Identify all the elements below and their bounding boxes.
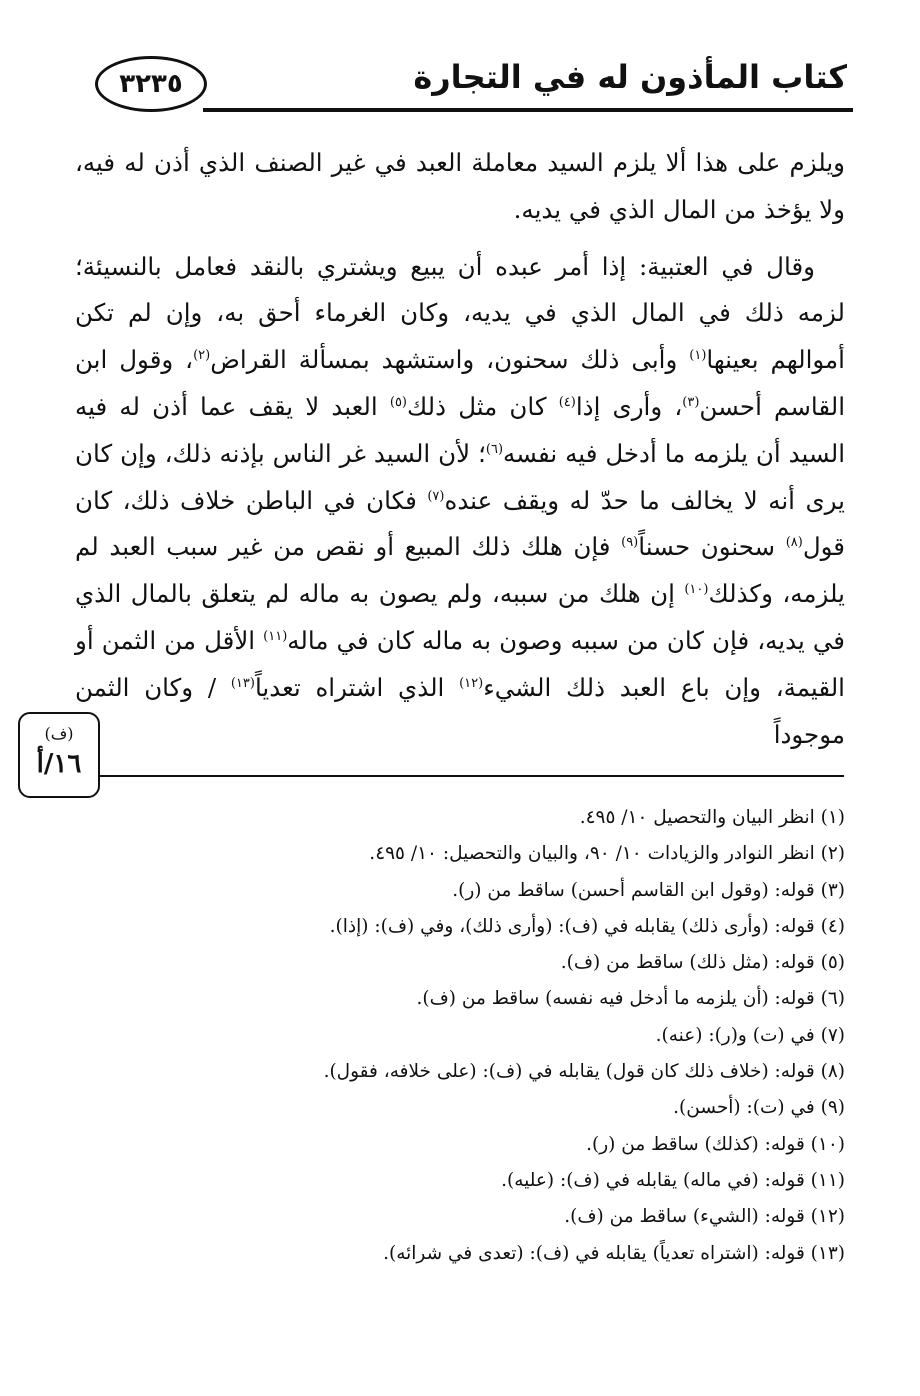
- footnote-ref-7: (٧): [427, 488, 445, 504]
- footnote-ref-1: (١): [689, 348, 707, 364]
- footnote: (١٢) قوله: (الشيء) ساقط من (ف).: [564, 1206, 845, 1228]
- footnote-ref-5: (٥): [389, 394, 407, 410]
- manuscript-folio-marker: [18, 712, 100, 798]
- text-segment: ، وقول ابن القاسم أحسن: [75, 345, 846, 421]
- paragraph-2: [75, 244, 845, 759]
- text-segment: العبد لا يقف عما أذن له فيه السيد أن يلزمه ما أدخل فيه نفسه: [75, 391, 846, 468]
- text-segment: وقال في العتبية: إذا أمر عبده أن يبيع ويشتري بالنقد فعامل بالنسيئة؛ لزمه ذلك في المال الذي في يديه، وكان الغرماء أحق به، وإن لم تكن أموالهم بعينها: [75, 251, 845, 375]
- text-segment: سحنون حسناً: [638, 532, 786, 562]
- footnote: (٣) قوله: (وقول ابن القاسم أحسن) ساقط من (ر).: [452, 879, 845, 901]
- footnote-ref-8: (٨): [785, 535, 803, 551]
- header-rule: [203, 108, 853, 112]
- footnote-ref-4: (٤): [558, 394, 576, 410]
- footnote-ref-13: (١٣): [230, 675, 255, 691]
- text-segment: ، وأرى إذا: [575, 391, 683, 421]
- footnote: (٥) قوله: (مثل ذلك) ساقط من (ف).: [560, 952, 845, 974]
- footnote: (١٠) قوله: (كذلك) ساقط من (ر).: [586, 1133, 845, 1155]
- text-segment: إن هلك من سببه، ولم يصون به ماله لم يتعلق بالمال الذي في يديه، فإن كان من سببه وصون به ماله كان في ماله: [75, 579, 845, 655]
- folio-number: ١٦/أ: [36, 749, 82, 779]
- text-segment: / وكان الثمن موجوداً: [75, 672, 845, 749]
- text-segment: الأقل من الثمن أو القيمة، وإن باع العبد ذلك الشيء: [75, 625, 845, 702]
- text-segment: الذي اشتراه تعدياً: [254, 672, 460, 702]
- book-title: كتاب المأذون له في التجارة: [413, 58, 847, 96]
- text-segment: كان مثل ذلك: [407, 391, 559, 421]
- manuscript-siglum: (ف): [44, 724, 74, 743]
- footnote-ref-12: (١٢): [459, 675, 484, 691]
- page-header: [95, 48, 855, 138]
- footnote-ref-2: (٢): [193, 348, 211, 364]
- footnote: (٦) قوله: (أن يلزمه ما أدخل فيه نفسه) ساقط من (ف).: [416, 988, 845, 1010]
- footnote: (٩) في (ت): (أحسن).: [673, 1097, 845, 1119]
- text-segment: ؛ لأن السيد غر الناس بإذنه ذلك، وإن كان يرى أنه لا يخالف ما حدّ له ويقف عنده: [75, 438, 845, 515]
- text-segment: وأبى ذلك سحنون، واستشهد بمسألة القراض: [210, 345, 690, 375]
- footnote-ref-6: (٦): [485, 441, 504, 457]
- footnote: (٤) قوله: (وأرى ذلك) يقابله في (ف): (وأرى ذلك)، وفي (ف): (إذا).: [329, 915, 845, 937]
- page-number: ٣٢٣٥: [95, 56, 207, 112]
- footnote: (٧) في (ت) و(ر): (عنه).: [655, 1024, 845, 1046]
- footnote-ref-3: (٣): [682, 394, 700, 410]
- footnote-ref-10: (١٠): [684, 582, 709, 598]
- footnotes-section: [75, 800, 845, 1272]
- paragraph-1: ويلزم على هذا ألا يلزم السيد معاملة العبد في غير الصنف الذي أذن له فيه، ولا يؤخذ من المال الذي في يديه.: [75, 148, 845, 224]
- footnote: (٨) قوله: (خلاف ذلك كان قول) يقابله في (ف): (على خلافه، فقول).: [323, 1061, 845, 1083]
- footnote: (٢) انظر النوادر والزيادات ١٠/ ٩٠، والبيان والتحصيل: ١٠/ ٤٩٥.: [369, 843, 845, 865]
- footnote: (١١) قوله: (في ماله) يقابله في (ف): (عليه).: [501, 1169, 845, 1191]
- main-text: [75, 140, 845, 758]
- footnote: (١) انظر البيان والتحصيل ١٠/ ٤٩٥.: [579, 807, 845, 828]
- footnote-ref-11: (١١): [263, 628, 288, 644]
- text-segment: فإن هلك ذلك المبيع أو نقص من غير سبب العبد لم يلزمه، وكذلك: [75, 532, 845, 609]
- text-segment: فكان في الباطن خلاف ذلك، كان قول: [75, 485, 845, 562]
- footnote-ref-9: (٩): [621, 535, 639, 551]
- footnote: (١٣) قوله: (اشتراه تعدياً) يقابله في (ف): (تعدى في شرائه).: [383, 1242, 845, 1264]
- manuscript-transition-underline: [99, 775, 844, 777]
